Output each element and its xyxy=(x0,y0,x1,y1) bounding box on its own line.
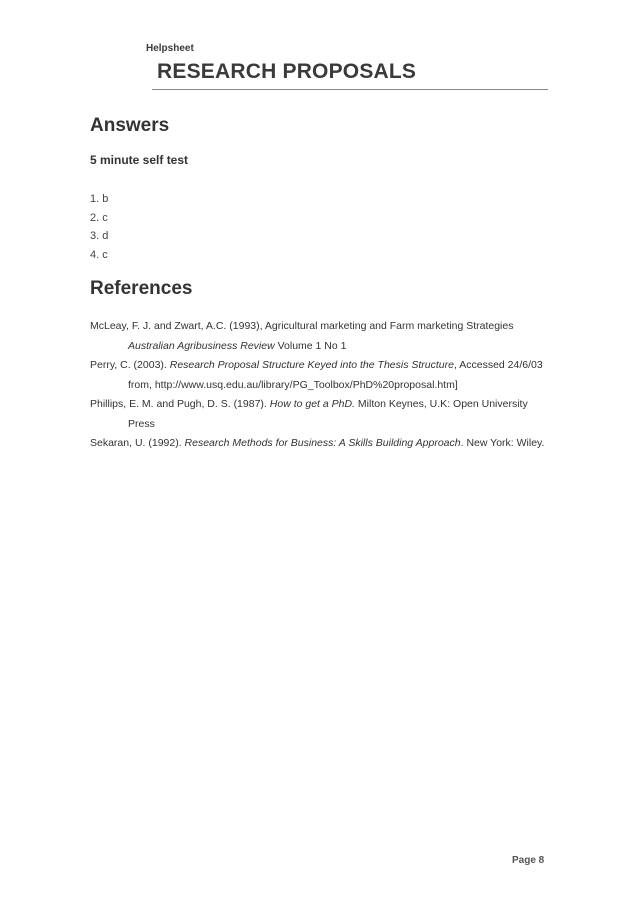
reference-text: , Accessed 24/6/03 from, http://www.usq.edu.au/library/PG_Toolbox/PhD%20proposal.htm] xyxy=(128,359,543,391)
references-heading: References xyxy=(90,278,193,299)
answer-item: 3. d xyxy=(90,230,109,242)
reference-text: Perry, C. (2003). xyxy=(90,359,170,371)
reference-title: Research Methods for Business: A Skills Building Approach xyxy=(184,437,461,449)
reference-text: Sekaran, U. (1992). xyxy=(90,437,185,449)
reference-title: How to get a PhD. xyxy=(269,398,355,410)
reference-title: Australian Agribusiness Review xyxy=(128,339,275,352)
reference-text: McLeay, F. J. and Zwart, A.C. (1993), Agricultural marketing and Farm marketing Strategies xyxy=(90,320,514,332)
reference-text: . New York: Wiley. xyxy=(460,437,545,449)
header-rule xyxy=(152,89,548,90)
reference-text: Volume 1 No 1 xyxy=(274,339,347,352)
reference-entry xyxy=(90,356,550,395)
reference-entry xyxy=(90,395,550,434)
reference-text: Milton Keynes, U.K: Open University Press xyxy=(128,398,528,430)
references-list xyxy=(90,317,550,454)
answer-item: 4. c xyxy=(90,248,108,261)
answer-item: 1. b xyxy=(90,193,109,205)
page-title: RESEARCH PROPOSALS xyxy=(157,60,417,83)
reference-entry xyxy=(90,317,550,356)
answers-heading: Answers xyxy=(90,115,170,136)
reference-entry xyxy=(90,434,550,454)
answers-list xyxy=(90,190,108,264)
page-number: Page 8 xyxy=(512,855,545,866)
self-test-subheading: 5 minute self test xyxy=(90,153,189,167)
header-label: Helpsheet xyxy=(146,43,194,54)
answer-item: 2. c xyxy=(90,211,108,224)
reference-title: Research Proposal Structure Keyed into the Thesis Structure xyxy=(169,359,454,371)
reference-text: Phillips, E. M. and Pugh, D. S. (1987). xyxy=(90,398,270,410)
